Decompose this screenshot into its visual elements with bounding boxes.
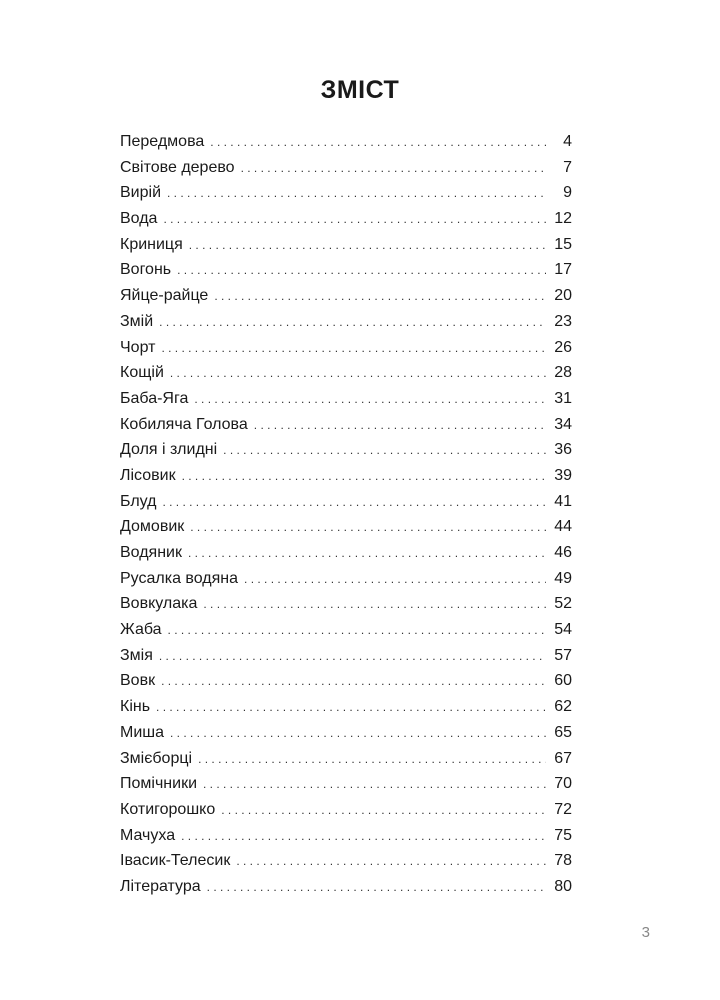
dot-leader bbox=[244, 567, 546, 593]
toc-entry bbox=[120, 232, 572, 258]
toc-entry-title: Баба-Яга bbox=[120, 389, 189, 407]
toc-entry-page: 60 bbox=[554, 672, 572, 690]
dot-leader bbox=[221, 798, 546, 824]
toc-entry-title: Блуд bbox=[120, 492, 157, 510]
toc-entry-page: 31 bbox=[554, 389, 572, 407]
toc-entry-page: 57 bbox=[554, 646, 572, 664]
toc-entry-title: Вода bbox=[120, 210, 158, 228]
toc-entry-title: Вовкулака bbox=[120, 595, 198, 613]
toc-entry-page: 12 bbox=[554, 210, 572, 228]
toc-entry-title: Домовик bbox=[120, 518, 185, 536]
toc-entry-title: Мачуха bbox=[120, 826, 176, 844]
toc-entry-title: Яйце-райце bbox=[120, 287, 209, 305]
toc-entry-title: Вогонь bbox=[120, 261, 172, 279]
toc-entry-title: Світове дерево bbox=[120, 158, 235, 176]
toc-entry-title: Русалка водяна bbox=[120, 569, 239, 587]
toc-entry bbox=[120, 129, 572, 155]
dot-leader bbox=[170, 721, 546, 747]
toc-entry-title: Кінь bbox=[120, 698, 151, 716]
toc-entry-page: 4 bbox=[563, 133, 572, 150]
toc-entry-page: 78 bbox=[554, 852, 572, 870]
dot-leader bbox=[194, 387, 546, 413]
page-title: ЗМІСТ bbox=[320, 76, 400, 104]
toc-entry-page: 54 bbox=[554, 621, 572, 639]
toc-entry-page: 15 bbox=[554, 235, 572, 253]
dot-leader bbox=[254, 413, 546, 439]
toc-entry-title: Івасик-Телесик bbox=[120, 852, 231, 870]
toc-entry-title: Криниця bbox=[120, 235, 183, 253]
toc-entry bbox=[120, 848, 572, 874]
toc-entry-title: Чорт bbox=[120, 338, 156, 356]
toc-entry-page: 49 bbox=[554, 569, 572, 587]
dot-leader bbox=[236, 849, 546, 875]
toc-entry-page: 23 bbox=[554, 312, 572, 330]
toc-entry bbox=[120, 668, 572, 694]
toc-entry-title: Змій bbox=[120, 312, 154, 330]
toc-entry-title: Змія bbox=[120, 646, 153, 664]
dot-leader bbox=[198, 747, 546, 773]
dot-leader bbox=[159, 644, 546, 670]
toc-entry bbox=[120, 591, 572, 617]
toc-entry-page: 34 bbox=[554, 415, 572, 433]
toc-entry-page: 75 bbox=[554, 826, 572, 844]
toc-entry bbox=[120, 746, 572, 772]
dot-leader bbox=[207, 875, 546, 901]
toc-entry-page: 80 bbox=[554, 877, 572, 895]
toc-entry-page: 39 bbox=[554, 466, 572, 484]
toc-entry bbox=[120, 206, 572, 232]
toc-entry bbox=[120, 489, 572, 515]
table-of-contents bbox=[120, 129, 572, 900]
dot-leader bbox=[163, 207, 546, 233]
dot-leader bbox=[189, 233, 546, 259]
toc-entry bbox=[120, 643, 572, 669]
toc-entry-page: 41 bbox=[554, 492, 572, 510]
toc-entry bbox=[120, 437, 572, 463]
toc-entry-title: Помічники bbox=[120, 775, 197, 793]
toc-entry-title: Котигорошко bbox=[120, 800, 216, 818]
toc-entry-page: 67 bbox=[554, 749, 572, 767]
toc-entry bbox=[120, 463, 572, 489]
toc-entry bbox=[120, 283, 572, 309]
toc-entry-page: 28 bbox=[554, 364, 572, 382]
toc-entry-page: 44 bbox=[554, 518, 572, 536]
toc-entry-page: 20 bbox=[554, 287, 572, 305]
dot-leader bbox=[181, 824, 546, 850]
toc-entry-title: Доля і злидні bbox=[120, 441, 218, 459]
dot-leader bbox=[214, 284, 546, 310]
toc-entry bbox=[120, 360, 572, 386]
toc-entry-title: Лісовик bbox=[120, 466, 176, 484]
toc-entry bbox=[120, 771, 572, 797]
toc-entry-page: 36 bbox=[554, 441, 572, 459]
toc-entry-page: 7 bbox=[563, 158, 572, 176]
toc-entry bbox=[120, 386, 572, 412]
dot-leader bbox=[182, 464, 546, 490]
dot-leader bbox=[203, 772, 546, 798]
toc-entry bbox=[120, 155, 572, 181]
toc-entry-page: 65 bbox=[554, 723, 572, 741]
toc-entry-title: Вирій bbox=[120, 184, 161, 202]
toc-entry bbox=[120, 694, 572, 720]
toc-entry-title: Змієборці bbox=[120, 749, 193, 767]
toc-entry-page: 9 bbox=[563, 184, 572, 202]
dot-leader bbox=[177, 258, 546, 284]
toc-entry-page: 72 bbox=[554, 800, 572, 818]
dot-leader bbox=[190, 515, 546, 541]
toc-entry bbox=[120, 720, 572, 746]
toc-entry-page: 70 bbox=[554, 775, 572, 793]
dot-leader bbox=[241, 156, 546, 182]
dot-leader bbox=[161, 669, 546, 695]
dot-leader bbox=[161, 336, 546, 362]
toc-entry-title: Миша bbox=[120, 723, 164, 741]
page-number: 3 bbox=[641, 924, 650, 941]
dot-leader bbox=[170, 361, 546, 387]
toc-entry bbox=[120, 797, 572, 823]
dot-leader bbox=[159, 310, 546, 336]
dot-leader bbox=[168, 618, 546, 644]
toc-entry bbox=[120, 412, 572, 438]
toc-entry bbox=[120, 180, 572, 206]
dot-leader bbox=[223, 438, 546, 464]
toc-entry bbox=[120, 514, 572, 540]
dot-leader bbox=[156, 695, 546, 721]
toc-entry-title: Література bbox=[120, 877, 201, 895]
toc-entry-title: Жаба bbox=[120, 621, 162, 639]
toc-entry-page: 26 bbox=[554, 338, 572, 356]
toc-entry bbox=[120, 540, 572, 566]
dot-leader bbox=[167, 181, 546, 207]
toc-entry-page: 46 bbox=[554, 544, 572, 561]
toc-entry-page: 52 bbox=[554, 595, 572, 613]
toc-entry-page: 62 bbox=[554, 698, 572, 716]
dot-leader bbox=[162, 490, 546, 516]
dot-leader bbox=[203, 592, 546, 618]
toc-entry bbox=[120, 309, 572, 335]
toc-entry bbox=[120, 823, 572, 849]
toc-entry-title: Водяник bbox=[120, 544, 182, 561]
toc-entry-title: Кобиляча Голова bbox=[120, 415, 248, 433]
toc-entry-title: Передмова bbox=[120, 133, 205, 150]
toc-entry bbox=[120, 874, 572, 900]
toc-entry bbox=[120, 335, 572, 361]
toc-entry bbox=[120, 257, 572, 283]
toc-entry bbox=[120, 617, 572, 643]
dot-leader bbox=[188, 541, 546, 567]
dot-leader bbox=[210, 130, 546, 156]
toc-entry bbox=[120, 566, 572, 592]
toc-entry-title: Вовк bbox=[120, 672, 156, 690]
toc-entry-title: Кощій bbox=[120, 364, 164, 382]
toc-entry-page: 17 bbox=[554, 261, 572, 279]
